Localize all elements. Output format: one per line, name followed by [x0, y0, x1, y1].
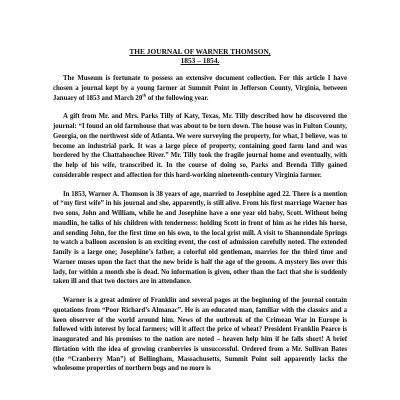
title-line-1: THE JOURNAL OF WARNER THOMSON,: [129, 47, 271, 56]
paragraph-intro-text: The Museum is fortunate to possess an extensive document collection. For this article I have chosen a journal kept by a young farmer at Summit Point in Jefferson County, Virginia, between January of 1853 and March 20: [53, 75, 347, 102]
paragraph-family: In 1853, Warner A. Thomson is 38 years of age, married to Josephine aged 22. There is a mention of “my first wife” in his journal and she, apparently, is still alive. From his first marriage Warner has two sons, John and William, while he and Josephine have a one year old baby, Scott. Without being maudlin, he talks of his children with tenderness: holding Scott in front of him as he rides his horse, and sending John, for the first time on his own, to the local grist mill. A visit to Shannondale Springs to watch a balloon ascension is an exciting event, the cost of admission carefully noted. The extended family is a large one; Josephine’s father, a colorful old gentleman, marries for the third time and Warner muses upon the fact that the new bride is half the age of the groom. A mystery lies over this lady, for within a month she is dead. No information is given, other than the fact that she is suddenly taken ill and that two doctors are in attendance.: [53, 190, 347, 286]
paragraph-gift: A gift from Mr. and Mrs. Parks Tilly of Katy, Texas, Mr. Tilly described how he discovered the journal: “I found an old farmhouse that was about to be torn down. The house was in Fulton County, Georgia, on the northwest side of Atlanta. We were surveying the property, for what, I believe, was to become an industrial park. It was a large piece of property, containing good farm land and was bordered by the Chattahoochee River.” Mr. Tilly took the fragile journal home and eventually, with the help of his wife, transcribed it. In the course of doing so, Parks and Brenda Tilly gained considerable respect and affection for this hard-working nineteenth-century Virginia farmer.: [53, 113, 347, 179]
document-title: [0, 47, 400, 65]
paragraph-intro: [53, 74, 347, 103]
ordinal-suffix: th: [142, 92, 147, 98]
paragraph-intro-tail: of the following year.: [146, 94, 209, 102]
title-line-2: 1853 – 1854.: [180, 56, 220, 65]
document-body: [53, 74, 347, 383]
paragraph-franklin: Warner is a great admirer of Franklin and several pages at the beginning of the journal contain quotations from “Poor Richard’s Almanac”. He is an educated man, familiar with the classics and a keen observer of the world around him. News of the outbreak of the Crimean War in Europe is followed with interest by local farmers; will it affect the price of wheat? President Franklin Pearce is inaugurated and his promises to the nation are noted – heaven help him if he falls short! A brief flirtation with the idea of growing cranberries is unsuccessful. Ordered from a Mr. Sullivan Bates (the “Cranberry Man”) of Bellingham, Massachusetts, Summit Point soil apparently lacks the wholesome properties of northern bogs and no more is: [53, 297, 347, 373]
